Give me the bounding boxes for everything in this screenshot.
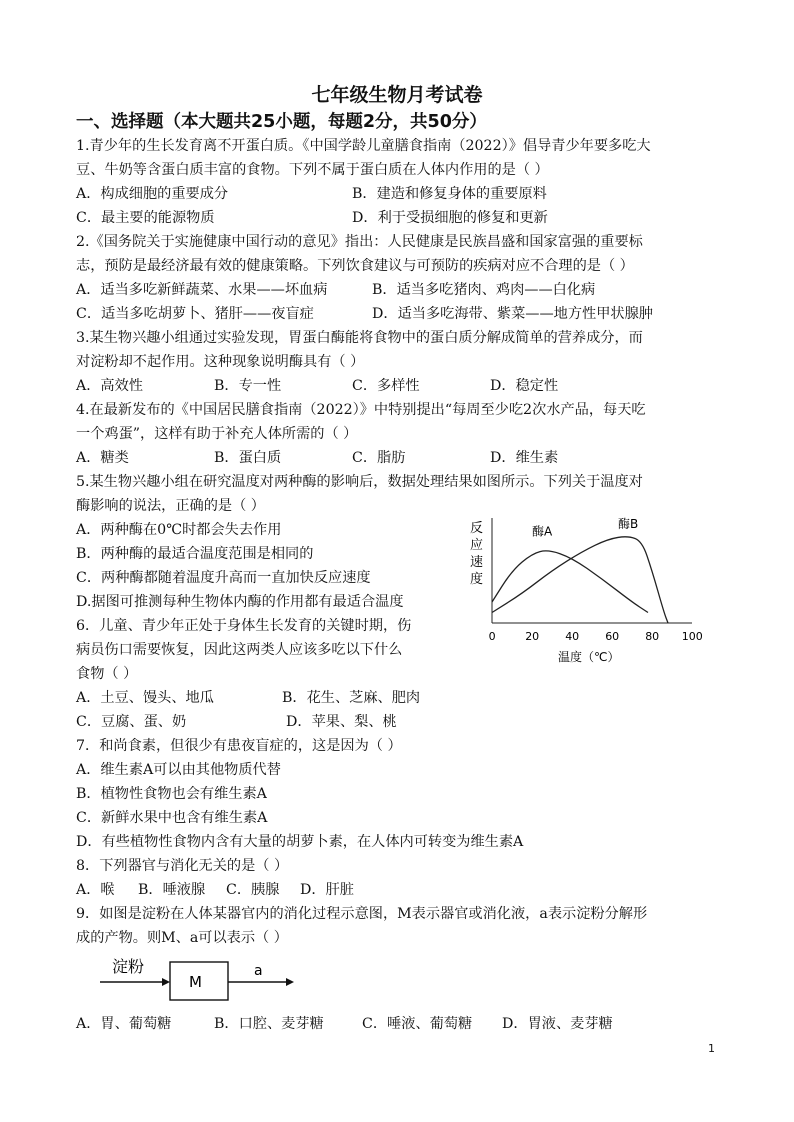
- question-8-option-d: D．肝脏: [300, 882, 354, 898]
- question-7-option-d: D．有些植物性食物内含有大量的胡萝卜素，在人体内可转变为维生素A: [76, 834, 524, 850]
- chart-ylabel-char-2: 应: [470, 538, 484, 553]
- question-9-option-d: D．胃液、麦芽糖: [502, 1016, 613, 1032]
- flow-input-label: 淀粉: [112, 957, 145, 976]
- chart-x-tick-label: 80: [645, 630, 660, 643]
- question-1-option-b: B．建造和修复身体的重要原料: [352, 186, 547, 202]
- question-2-option-b: B．适当多吃猪肉、鸡肉——白化病: [372, 282, 596, 298]
- question-4-line-1: 4.在最新发布的《中国居民膳食指南（2022）》中特别提出“每周至少吃2次水产品，每天吃: [76, 402, 646, 418]
- question-3-option-c: C．多样性: [352, 378, 420, 394]
- question-4-option-a: A．糖类: [76, 450, 129, 466]
- question-1-line-1: 1.青少年的生长发育离不开蛋白质。《中国学龄儿童膳食指南（2022）》倡导青少年要多吃大: [76, 138, 651, 154]
- chart-x-tick-label: 100: [681, 630, 703, 643]
- question-4-option-b: B．蛋白质: [214, 450, 282, 466]
- chart-x-tick-label: 40: [565, 630, 580, 643]
- question-9-line-2: 成的产物。则M、a可以表示（ ）: [76, 930, 288, 946]
- question-6-line-2: 病员伤口需要恢复，因此这两类人应该多吃以下什么: [76, 642, 403, 658]
- question-6-option-d: D．苹果、梨、桃: [286, 714, 397, 730]
- flow-input-arrowhead: [162, 978, 170, 986]
- question-3-line-2: 对淀粉却不起作用。这种现象说明酶具有（ ）: [76, 354, 365, 370]
- question-2-option-d: D．适当多吃海带、紫菜——地方性甲状腺肿: [372, 306, 653, 322]
- question-6-line-1: 6．儿童、青少年正处于身体生长发育的关键时期，伤: [76, 618, 412, 634]
- chart-series-label-1: 酶A: [532, 524, 553, 539]
- question-9-option-b: B．口腔、麦芽糖: [214, 1016, 324, 1032]
- question-3-line-1: 3.某生物兴趣小组通过实验发现，胃蛋白酶能将食物中的蛋白质分解成简单的营养成分，而: [76, 330, 643, 346]
- question-3-option-d: D．稳定性: [490, 378, 559, 394]
- question-3-option-a: A．高效性: [76, 378, 143, 394]
- flow-output-arrowhead: [286, 978, 294, 986]
- question-8-option-c: C．胰腺: [226, 882, 280, 898]
- question-7-option-a: A．维生素A可以由其他物质代替: [76, 762, 281, 778]
- question-5-line-1: 5.某生物兴趣小组在研究温度对两种酶的影响后，数据处理结果如图所示。下列关于温度对: [76, 474, 643, 490]
- question-7-option-b: B．植物性食物也会有维生素A: [76, 786, 267, 802]
- chart-ylabel-char-1: 反: [470, 521, 484, 536]
- question-6-option-b: B．花生、芝麻、肥肉: [282, 690, 421, 706]
- question-1-option-d: D．利于受损细胞的修复和更新: [352, 210, 548, 226]
- question-6-option-c: C．豆腐、蛋、奶: [76, 714, 187, 730]
- flow-process-label: M: [189, 973, 202, 991]
- question-9-line-1: 9．如图是淀粉在人体某器官内的消化过程示意图，M表示器官或消化液，a表示淀粉分解形: [76, 906, 648, 922]
- flow-output-label: a: [254, 963, 263, 979]
- question-2-option-a: A．适当多吃新鲜蔬菜、水果——坏血病: [76, 282, 328, 298]
- chart-ylabel-char-4: 度: [470, 572, 484, 587]
- chart-x-tick-label: 20: [525, 630, 540, 643]
- question-4-option-c: C．脂肪: [352, 450, 406, 466]
- chart-xlabel: 温度（℃）: [558, 650, 620, 664]
- question-5-option-d: D.据图可推测每种生物体内酶的作用都有最适合温度: [76, 594, 404, 610]
- question-6-option-a: A．土豆、馒头、地瓜: [76, 690, 214, 706]
- question-2-line-1: 2.《国务院关于实施健康中国行动的意见》指出：人民健康是民族昌盛和国家富强的重要标: [76, 234, 643, 250]
- question-6-line-3: 食物（ ）: [76, 666, 138, 682]
- question-5-option-b: B．两种酶的最适合温度范围是相同的: [76, 546, 314, 562]
- question-8-option-a: A．喉: [76, 882, 115, 898]
- chart-x-tick-label: 0: [488, 630, 496, 643]
- question-7-option-c: C．新鲜水果中也含有维生素A: [76, 810, 268, 826]
- digestion-flow-diagram: [96, 956, 306, 1002]
- question-8-option-b: B．唾液腺: [138, 882, 206, 898]
- chart-series-line-2: [492, 537, 668, 623]
- question-9-option-c: C．唾液、葡萄糖: [362, 1016, 473, 1032]
- question-2-line-2: 志，预防是最经济最有效的健康策略。下列饮食建议与可预防的疾病对应不合理的是（ ）: [76, 258, 634, 274]
- question-1-option-c: C．最主要的能源物质: [76, 210, 215, 226]
- question-1-option-a: A．构成细胞的重要成分: [76, 186, 229, 202]
- question-8-line-1: 8．下列器官与消化无关的是（ ）: [76, 858, 289, 874]
- section-heading: 一、选择题（本大题共25小题，每题2分，共50分）: [76, 112, 487, 132]
- chart-series-line-1: [492, 551, 648, 613]
- question-5-line-2: 酶影响的说法，正确的是（ ）: [76, 498, 265, 514]
- question-9-option-a: A．胃、葡萄糖: [76, 1016, 172, 1032]
- page-title: 七年级生物月考试卷: [311, 84, 483, 106]
- chart-series-label-2: 酶B: [618, 516, 639, 531]
- question-1-line-2: 豆、牛奶等含蛋白质丰富的食物。下列不属于蛋白质在人体内作用的是（ ）: [76, 162, 549, 178]
- enzyme-temperature-chart: [458, 510, 718, 670]
- chart-x-tick-label: 60: [605, 630, 620, 643]
- question-5-option-a: A．两种酶在0℃时都会失去作用: [76, 522, 282, 538]
- question-4-line-2: 一个鸡蛋”，这样有助于补充人体所需的（ ）: [76, 426, 358, 442]
- question-2-option-c: C．适当多吃胡萝卜、猪肝——夜盲症: [76, 306, 314, 322]
- page-number: 1: [708, 1042, 715, 1055]
- question-3-option-b: B．专一性: [214, 378, 282, 394]
- question-5-option-c: C．两种酶都随着温度升高而一直加快反应速度: [76, 570, 371, 586]
- chart-ylabel-char-3: 速: [470, 555, 484, 570]
- question-7-line-1: 7．和尚食素，但很少有患夜盲症的，这是因为（ ）: [76, 738, 402, 754]
- question-4-option-d: D．维生素: [490, 450, 559, 466]
